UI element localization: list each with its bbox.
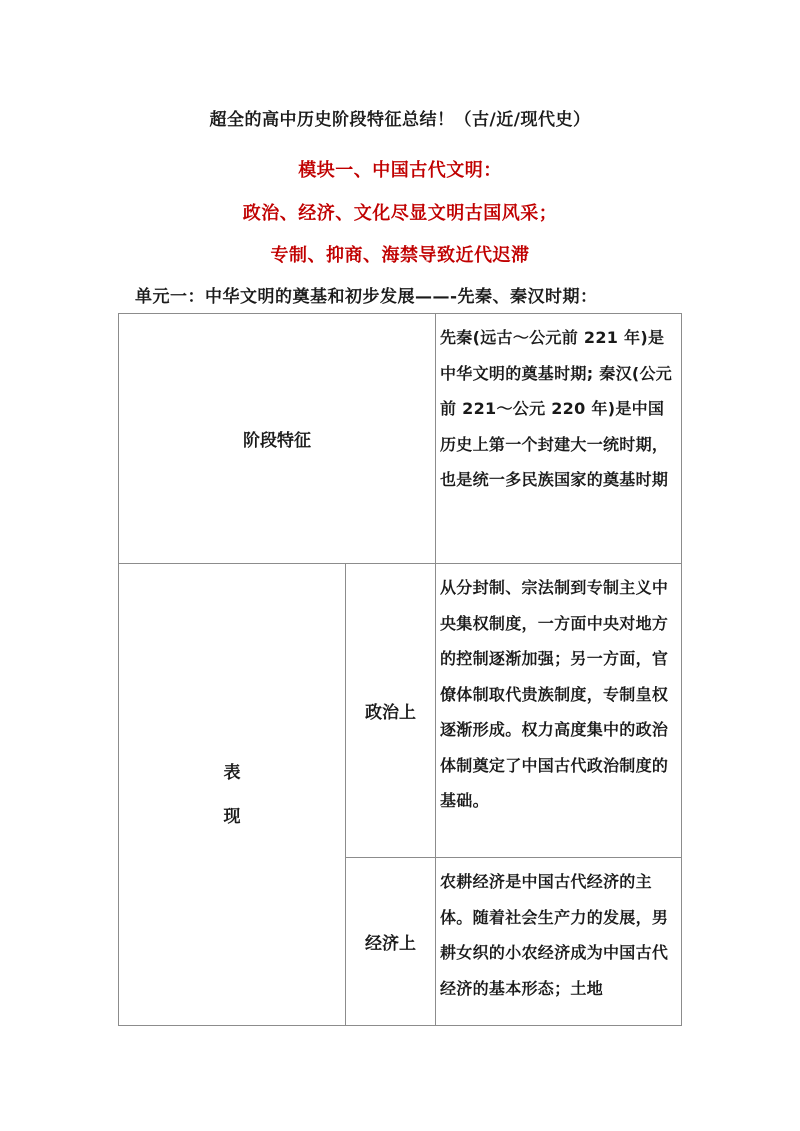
- document-title: 超全的高中历史阶段特征总结！（古/近/现代史）: [209, 110, 591, 130]
- performance-label-char: 现: [223, 806, 241, 827]
- stage-label-cell: 阶段特征: [119, 314, 436, 564]
- table-row: [119, 314, 682, 564]
- module-subheading-2: 专制、抑商、海禁导致近代迟滞: [270, 245, 530, 266]
- politics-label-cell: 政治上: [346, 564, 436, 858]
- performance-label-char: 表: [223, 762, 241, 783]
- stage-characteristics-table: [118, 313, 682, 1026]
- unit-heading: 单元一：中华文明的奠基和初步发展——-先秦、秦汉时期：: [135, 287, 598, 307]
- stage-text-cell: 先秦(远古～公元前 221 年)是中华文明的奠基时期; 秦汉(公元前 221～公元 220 年)是中国历史上第一个封建大一统时期，也是统一多民族国家的奠基时期: [436, 314, 682, 564]
- economy-text-cell: 农耕经济是中国古代经济的主体。随着社会生产力的发展，男耕女织的小农经济成为中国古代经济的基本形态；土地: [436, 858, 682, 1026]
- politics-text-cell: 从分封制、宗法制到专制主义中央集权制度，一方面中央对地方的控制逐渐加强；另一方面，官僚体制取代贵族制度，专制皇权逐渐形成。权力高度集中的政治体制奠定了中国古代政治制度的基础。: [436, 564, 682, 858]
- module-heading: 模块一、中国古代文明：: [298, 160, 502, 181]
- economy-label-cell: 经济上: [346, 858, 436, 1026]
- module-subheading-1: 政治、经济、文化尽显文明古国风采；: [242, 203, 558, 224]
- performance-label-cell: [119, 564, 346, 1026]
- table-row: [119, 564, 682, 858]
